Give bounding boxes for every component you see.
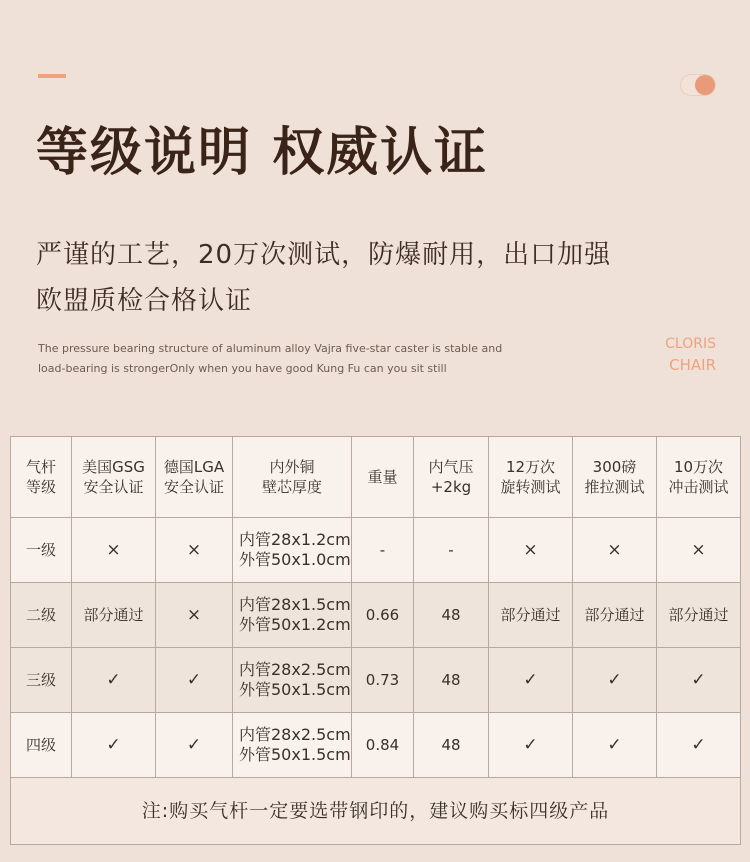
english-description xyxy=(38,339,558,379)
table-cell: ✓ xyxy=(72,713,156,778)
tube-spec-line: 内管28x2.5cm xyxy=(239,660,351,679)
table-row xyxy=(11,648,741,713)
table-cell: 48 xyxy=(414,648,489,713)
column-header-line: 300磅 xyxy=(592,458,637,476)
subtitle xyxy=(36,232,611,324)
column-header-line: 安全认证 xyxy=(83,478,144,496)
note-row xyxy=(11,778,741,845)
tube-spec-cell xyxy=(233,648,352,713)
column-header xyxy=(156,437,233,518)
grade-cell: 四级 xyxy=(11,713,72,778)
column-header-line: 气杆 xyxy=(25,458,56,476)
tube-spec-line: 外管50x1.5cm xyxy=(239,745,351,764)
grade-cell: 三级 xyxy=(11,648,72,713)
purchase-note: 注:购买气杆一定要选带钢印的，建议购买标四级产品 xyxy=(11,778,741,845)
tube-spec-line: 内管28x1.5cm xyxy=(239,595,351,614)
table-cell: 48 xyxy=(414,583,489,648)
table-cell: ✓ xyxy=(573,713,657,778)
brand-line-1: CLORIS xyxy=(665,336,716,352)
column-header-line: 等级 xyxy=(25,478,56,496)
table-cell: ✓ xyxy=(489,713,573,778)
grade-cell: 二级 xyxy=(11,583,72,648)
table-cell: 部分通过 xyxy=(573,583,657,648)
column-header-line: 内气压 xyxy=(428,458,474,476)
table-cell: 0.73 xyxy=(352,648,414,713)
table-cell: 0.84 xyxy=(352,713,414,778)
column-header-line: 内外铜 xyxy=(269,458,315,476)
toggle-icon[interactable] xyxy=(680,74,716,96)
tube-spec-line: 外管50x1.2cm xyxy=(239,615,351,634)
page-title: 等级说明 权威认证 xyxy=(36,123,489,183)
table-header-row xyxy=(11,437,741,518)
table-cell: × xyxy=(156,583,233,648)
table-cell: ✓ xyxy=(156,713,233,778)
table-row xyxy=(11,518,741,583)
table-cell: ✓ xyxy=(489,648,573,713)
column-header-line: 德国LGA xyxy=(163,458,225,476)
column-header xyxy=(414,437,489,518)
subtitle-line-1: 严谨的工艺，20万次测试，防爆耐用，出口加强 xyxy=(36,240,612,270)
english-description-line-1: The pressure bearing structure of aluminum alloy Vajra five-star caster is stable and xyxy=(38,342,503,355)
tube-spec-line: 外管50x1.0cm xyxy=(239,550,351,569)
table-cell: 部分通过 xyxy=(72,583,156,648)
table-cell: × xyxy=(156,518,233,583)
column-header xyxy=(657,437,741,518)
table-cell: ✓ xyxy=(657,713,741,778)
column-header-line: 旋转测试 xyxy=(500,478,561,496)
brand-mark xyxy=(640,334,716,376)
table-cell: × xyxy=(657,518,741,583)
table-cell: 0.66 xyxy=(352,583,414,648)
column-header xyxy=(489,437,573,518)
column-header-line: 安全认证 xyxy=(163,478,224,496)
accent-bar xyxy=(38,74,66,78)
table-cell: × xyxy=(72,518,156,583)
grade-table-wrapper xyxy=(10,436,740,845)
table-cell: ✓ xyxy=(72,648,156,713)
tube-spec-line: 外管50x1.5cm xyxy=(239,680,351,699)
table-cell: ✓ xyxy=(573,648,657,713)
table-cell: - xyxy=(352,518,414,583)
table-cell: × xyxy=(573,518,657,583)
column-header-line: 推拉测试 xyxy=(584,478,645,496)
column-header-line: 壁芯厚度 xyxy=(261,478,322,496)
tube-spec-cell xyxy=(233,518,352,583)
tube-spec-line: 内管28x1.2cm xyxy=(239,530,351,549)
column-header xyxy=(233,437,352,518)
table-row xyxy=(11,583,741,648)
brand-line-2: CHAIR xyxy=(669,356,716,374)
table-body xyxy=(11,518,741,778)
table-cell: 48 xyxy=(414,713,489,778)
tube-spec-line: 内管28x2.5cm xyxy=(239,725,351,744)
column-header xyxy=(573,437,657,518)
column-header-line: 10万次 xyxy=(673,458,724,476)
column-header xyxy=(352,437,414,518)
column-header-line: 冲击测试 xyxy=(668,478,729,496)
tube-spec-cell xyxy=(233,713,352,778)
toggle-knob xyxy=(695,75,715,95)
column-header xyxy=(11,437,72,518)
table-cell: 部分通过 xyxy=(489,583,573,648)
column-header-line: 重量 xyxy=(367,468,398,486)
tube-spec-cell xyxy=(233,583,352,648)
column-header-line: +2kg xyxy=(430,478,472,496)
column-header-line: 12万次 xyxy=(505,458,556,476)
table-cell: - xyxy=(414,518,489,583)
grade-table xyxy=(10,436,741,845)
table-cell: 部分通过 xyxy=(657,583,741,648)
table-row xyxy=(11,713,741,778)
subtitle-line-2: 欧盟质检合格认证 xyxy=(36,286,253,316)
column-header xyxy=(72,437,156,518)
grade-cell: 一级 xyxy=(11,518,72,583)
column-header-line: 美国GSG xyxy=(82,458,145,476)
english-description-line-2: load-bearing is strongerOnly when you have good Kung Fu can you sit still xyxy=(38,362,447,375)
table-cell: × xyxy=(489,518,573,583)
table-cell: ✓ xyxy=(657,648,741,713)
table-cell: ✓ xyxy=(156,648,233,713)
